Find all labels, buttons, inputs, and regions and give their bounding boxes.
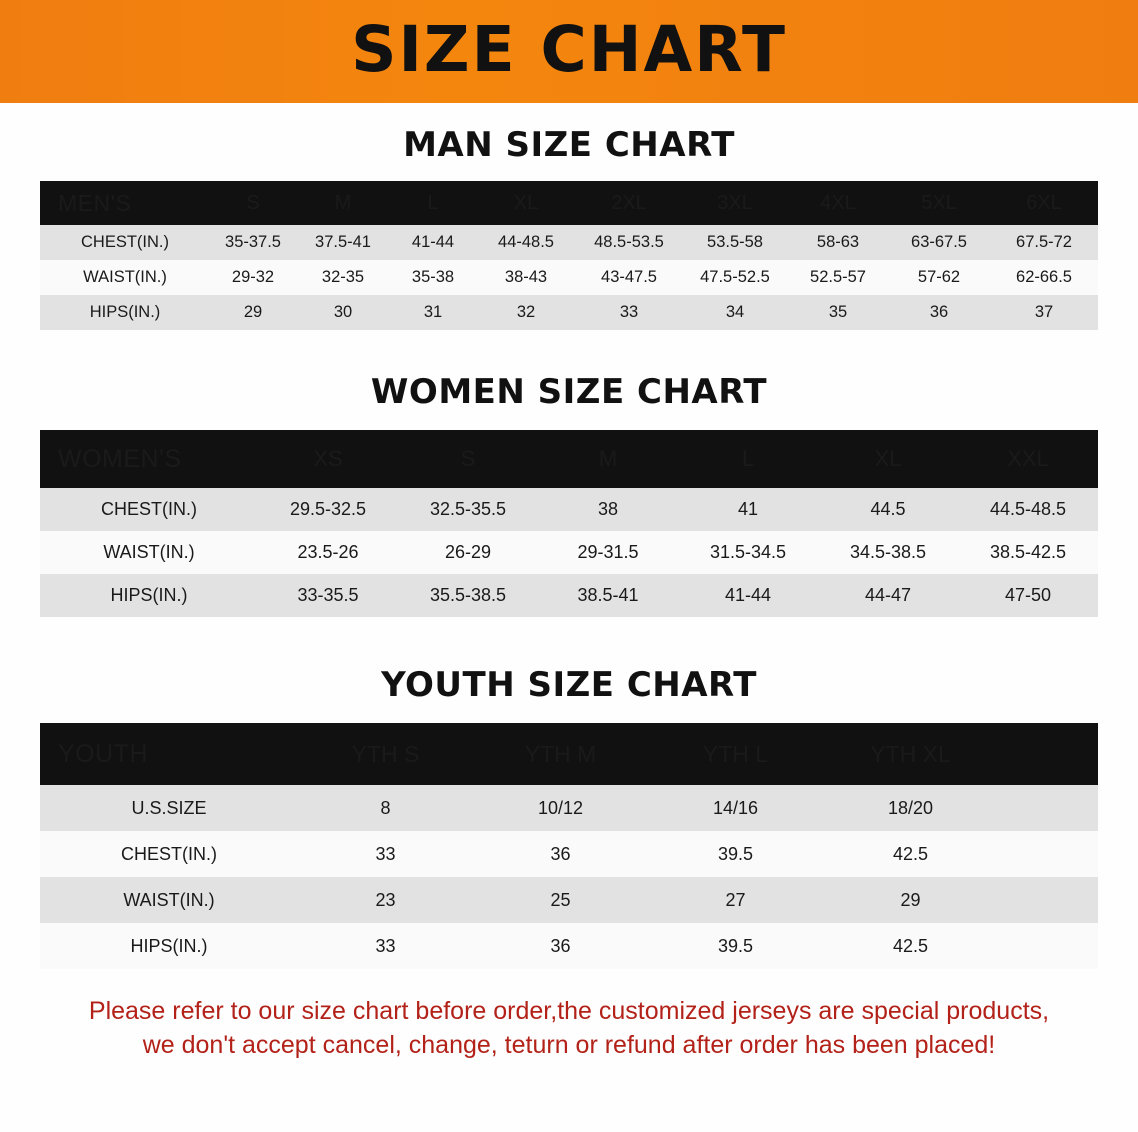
- youth-cell-1-1: 36: [550, 843, 571, 864]
- women-cell-1-5: 38.5-42.5: [989, 542, 1067, 562]
- men-cell-2-2: 31: [423, 303, 443, 321]
- men-cell-0-0: 35-37.5: [225, 233, 281, 251]
- men-cell-0-6: 58-63: [816, 233, 860, 251]
- youth-cell-2-2: 27: [725, 889, 746, 910]
- youth-corner-label: YOUTH: [58, 739, 148, 768]
- women-col-5: XXL: [1007, 446, 1049, 471]
- policy-note-line-2: we don't accept cancel, change, teturn or refund after order has been placed!: [142, 1030, 996, 1059]
- men-cell-0-4: 48.5-53.5: [594, 233, 664, 251]
- women-col-0: XS: [313, 446, 343, 471]
- men-col-1: M: [334, 191, 352, 214]
- men-col-4: 2XL: [611, 191, 647, 214]
- youth-col-1: YTH M: [524, 740, 597, 767]
- policy-note-line-1: Please refer to our size chart before order,the customized jerseys are special products,: [88, 997, 1050, 1025]
- youth-cell-3-1: 36: [550, 935, 571, 956]
- men-cell-0-2: 41-44: [411, 233, 455, 251]
- youth-row-3-label: HIPS(IN.): [130, 935, 208, 956]
- youth-cell-0-3: 18/20: [887, 797, 934, 818]
- women-cell-1-1: 26-29: [444, 542, 492, 562]
- men-col-0: S: [246, 191, 260, 214]
- men-col-7: 5XL: [921, 191, 957, 214]
- women-col-3: L: [741, 446, 755, 471]
- youth-col-2: YTH L: [702, 740, 769, 767]
- women-cell-2-3: 41-44: [724, 585, 772, 605]
- men-col-6: 4XL: [820, 191, 856, 214]
- women-section-title: WOMEN SIZE CHART: [370, 372, 768, 412]
- men-cell-1-5: 47.5-52.5: [700, 268, 770, 286]
- men-row-1-label: WAIST(IN.): [83, 268, 167, 286]
- women-cell-2-2: 38.5-41: [577, 585, 639, 605]
- table-row: [40, 260, 1098, 295]
- youth-size-table: [40, 723, 1098, 969]
- youth-cell-2-0: 23: [375, 889, 396, 910]
- youth-row-2-label: WAIST(IN.): [123, 889, 215, 910]
- women-cell-1-4: 34.5-38.5: [849, 542, 927, 562]
- youth-cell-1-3: 42.5: [892, 843, 929, 864]
- men-cell-2-6: 35: [828, 303, 848, 321]
- women-col-1: S: [460, 446, 476, 471]
- youth-section-title: YOUTH SIZE CHART: [381, 665, 757, 705]
- youth-col-spacer: [998, 723, 1098, 785]
- table-row: [40, 295, 1098, 330]
- women-corner-label: WOMEN'S: [58, 444, 182, 473]
- men-cell-2-3: 32: [516, 303, 536, 321]
- men-cell-1-0: 29-32: [231, 268, 275, 286]
- women-header-row: [40, 430, 1098, 488]
- women-cell-0-3: 41: [737, 499, 759, 519]
- women-col-4: XL: [874, 446, 902, 471]
- youth-cell-2-1: 25: [550, 889, 571, 910]
- youth-col-3: YTH XL: [870, 740, 951, 767]
- table-row: [40, 923, 1098, 969]
- women-cell-1-0: 23.5-26: [297, 542, 359, 562]
- table-row: [40, 831, 1098, 877]
- women-cell-0-2: 38: [597, 499, 619, 519]
- table-row: [40, 877, 1098, 923]
- women-cell-0-1: 32.5-35.5: [429, 499, 507, 519]
- men-row-0-label: CHEST(IN.): [81, 233, 169, 251]
- table-row: [40, 488, 1098, 531]
- youth-cell-1-2: 39.5: [717, 843, 754, 864]
- women-cell-2-0: 33-35.5: [297, 585, 359, 605]
- women-cell-2-1: 35.5-38.5: [429, 585, 507, 605]
- men-cell-0-3: 44-48.5: [498, 233, 554, 251]
- women-cell-1-3: 31.5-34.5: [709, 542, 787, 562]
- youth-cell-2-3: 29: [900, 889, 921, 910]
- men-cell-0-8: 67.5-72: [1016, 233, 1072, 251]
- men-cell-2-5: 34: [725, 303, 745, 321]
- youth-cell-3-3: 42.5: [892, 935, 929, 956]
- men-col-2: L: [427, 191, 439, 214]
- men-cell-0-5: 53.5-58: [707, 233, 763, 251]
- men-cell-2-0: 29: [243, 303, 263, 321]
- table-row: [40, 785, 1098, 831]
- men-cell-2-1: 30: [333, 303, 353, 321]
- women-row-1-label: WAIST(IN.): [103, 542, 195, 562]
- men-cell-1-7: 57-62: [917, 268, 961, 286]
- men-cell-1-6: 52.5-57: [810, 268, 866, 286]
- youth-cell-1-spacer: [998, 831, 1098, 877]
- men-cell-1-3: 38-43: [504, 268, 548, 286]
- women-cell-0-0: 29.5-32.5: [289, 499, 367, 519]
- women-col-2: M: [598, 446, 618, 471]
- women-cell-2-5: 47-50: [1004, 585, 1052, 605]
- women-cell-1-2: 29-31.5: [577, 542, 639, 562]
- men-cell-2-8: 37: [1034, 303, 1054, 321]
- men-cell-1-8: 62-66.5: [1016, 268, 1072, 286]
- women-row-0-label: CHEST(IN.): [101, 499, 197, 519]
- men-cell-2-7: 36: [929, 303, 949, 321]
- page-title: SIZE CHART: [351, 13, 787, 86]
- youth-col-0: YTH S: [351, 740, 420, 767]
- women-size-table: [40, 430, 1098, 617]
- table-row: [40, 225, 1098, 260]
- man-section-title: MAN SIZE CHART: [403, 125, 735, 165]
- youth-row-1-label: CHEST(IN.): [121, 843, 217, 864]
- men-table-wrap: [40, 181, 1098, 330]
- youth-cell-0-2: 14/16: [712, 797, 759, 818]
- youth-cell-3-2: 39.5: [717, 935, 754, 956]
- men-corner-label: MEN'S: [58, 189, 132, 216]
- youth-cell-0-1: 10/12: [537, 797, 584, 818]
- men-col-8: 6XL: [1026, 191, 1062, 214]
- men-cell-1-2: 35-38: [411, 268, 455, 286]
- men-col-3: XL: [513, 191, 539, 214]
- men-col-5: 3XL: [717, 191, 753, 214]
- youth-cell-0-spacer: [998, 785, 1098, 831]
- policy-note: [40, 995, 1098, 1063]
- youth-cell-0-0: 8: [380, 797, 391, 818]
- youth-cell-3-spacer: [998, 923, 1098, 969]
- men-size-table: [40, 181, 1098, 330]
- women-cell-2-4: 44-47: [864, 585, 912, 605]
- youth-cell-1-0: 33: [375, 843, 396, 864]
- women-cell-0-4: 44.5: [870, 499, 906, 519]
- women-row-2-label: HIPS(IN.): [110, 585, 188, 605]
- women-table-wrap: [40, 430, 1098, 617]
- table-row: [40, 531, 1098, 574]
- youth-cell-3-0: 33: [375, 935, 396, 956]
- men-cell-1-4: 43-47.5: [601, 268, 657, 286]
- men-header-row: [40, 181, 1098, 225]
- men-cell-0-7: 63-67.5: [911, 233, 967, 251]
- youth-row-0-label: U.S.SIZE: [131, 797, 207, 818]
- men-cell-2-4: 33: [619, 303, 639, 321]
- youth-table-wrap: [40, 723, 1098, 969]
- table-row: [40, 574, 1098, 617]
- men-cell-1-1: 32-35: [321, 268, 365, 286]
- men-cell-0-1: 37.5-41: [315, 233, 371, 251]
- youth-cell-2-spacer: [998, 877, 1098, 923]
- banner: [0, 0, 1138, 103]
- women-cell-0-5: 44.5-48.5: [989, 499, 1067, 519]
- youth-header-row: [40, 723, 1098, 785]
- men-row-2-label: HIPS(IN.): [89, 303, 161, 321]
